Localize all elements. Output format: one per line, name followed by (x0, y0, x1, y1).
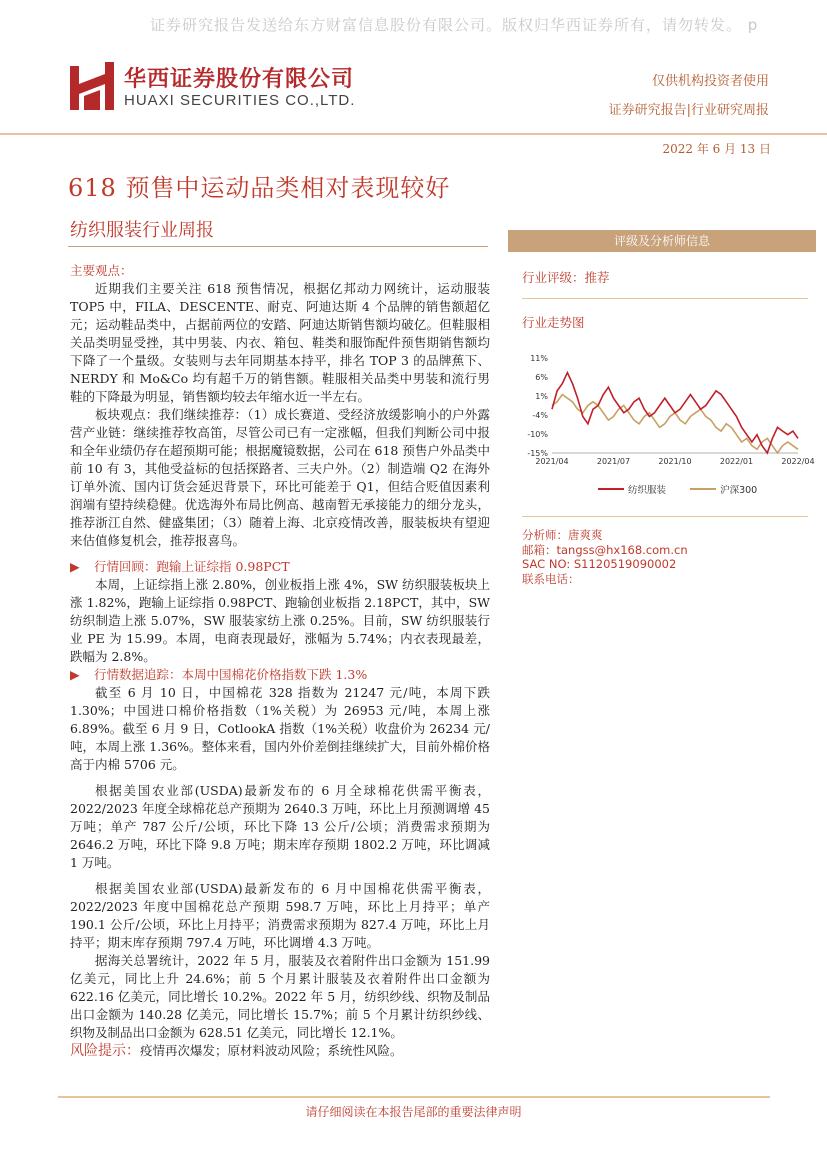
rating-label: 行业评级： (522, 270, 585, 285)
x-tick-label: 2021/07 (596, 457, 631, 466)
main-content (70, 262, 490, 1060)
header-divider (0, 133, 827, 135)
x-tick-label: 2021/10 (658, 457, 692, 466)
y-tick-label: 1% (535, 392, 548, 401)
analyst-info (522, 528, 688, 586)
phone-label: 联系电话： (522, 571, 580, 586)
paragraph-customs-export: 据海关总署统计，2022 年 5 月，服装及衣着附件出口金额为 151.99 亿美元，同比上升 24.6%；前 5 个月累计服装及衣着附件出口金额为 622.16 亿美元，同比增长 10.2%。2022 年 5 月，纺织纱线、织物及制品出口金额为 140.28 亿美元，同比增长 15.7%；前 5 个月累计纺织纱线、织物及制品出口金额为 628.51 亿美元，同比增长 12.1%。 (70, 953, 490, 1040)
x-tick-label: 2022/04 (781, 457, 815, 466)
paragraph-usda-china: 根据美国农业部(USDA)最新发布的 6 月中国棉花供需平衡表，2022/2023 年度中国棉花总产预期 598.7 万吨，环比上月持平；单产 190.1 公斤/公顷，环比上月持平；消费需求预期为 827.4 万吨，环比上月持平；期末库存预期 797.4 万吨，环比调增 4.3 万吨。 (70, 881, 490, 950)
subtitle-divider (68, 246, 488, 247)
risk-label: 风险提示： (70, 1043, 140, 1059)
y-tick-label: -4% (532, 411, 548, 420)
bullet-arrow-icon: ▶ (70, 667, 80, 682)
y-tick-label: 6% (535, 373, 548, 382)
analyst-name: 唐爽爽 (568, 528, 603, 542)
phone-row (522, 572, 688, 587)
company-name-en: HUAXI SECURITIES CO.,LTD. (124, 92, 356, 109)
analyst-label: 分析师： (522, 528, 568, 542)
sac-label: SAC NO: (522, 557, 574, 571)
trend-chart (508, 348, 816, 498)
report-title: 618 预售中运动品类相对表现较好 (68, 174, 451, 202)
rating-divider (522, 298, 808, 299)
y-tick-label: 11% (530, 354, 548, 363)
paragraph-618-presale: 近期我们主要关注 618 预售情况，根据亿邦动力网统计，运动服装 TOP5 中，FILA、DESCENTE、耐克、阿迪达斯 4 个品牌的销售额超亿元；运动鞋品类中，占据前两位的安踏、阿迪达斯销售额均破亿。但鞋服相关品类明显受挫，其中男装、内衣、箱包、鞋类和服饰配件预售期销售额均下降了一个量级。女装则与去年同期基本持平，排名 TOP 3 的品牌蕉下、NERDY 和 Mo&Co 均有超千万的销售额。鞋服相关品类中男装和流行男鞋的下降最为明显，销售额均较去年缩水近一半左右。 (70, 281, 490, 404)
bullet-market-review (70, 558, 490, 576)
rating-value: 推荐 (584, 270, 610, 285)
legend-swatch (690, 488, 716, 490)
rating-sidebar (508, 230, 816, 586)
y-tick-label: -15% (527, 449, 548, 458)
email-label: 邮箱： (522, 542, 557, 557)
risk-text: 疫情再次爆发；原材料波动风险；系统性风险。 (140, 1043, 403, 1058)
legend-series-1: 纺织服装 (628, 485, 667, 496)
risk-warning (70, 1042, 490, 1060)
watermark: 证券研究报告发送给东方财富信息股份有限公司。版权归华西证券所有，请勿转发。 p (150, 16, 759, 34)
footer-divider (58, 1096, 770, 1098)
analyst-email[interactable]: tangss@hx168.com.cn (556, 542, 688, 557)
report-subtitle: 纺织服装行业周报 (70, 220, 214, 241)
report-date: 2022 年 6 月 13 日 (662, 142, 771, 156)
trend-chart-label: 行业走势图 (522, 315, 585, 330)
chart-legend (598, 482, 757, 496)
bullet-data-tracking (70, 666, 490, 684)
paragraph-cotton-price: 截至 6 月 10 日，中国棉花 328 指数为 21247 元/吨，本周下跌 1.30%；中国进口棉价格指数（1%关税）为 26953 元/吨，本周上涨 6.89%。截至 6 月 9 日，CotlookA 指数（1%关税）收盘价为 26234 元/吨，本周上涨 1.36%。整体来看，国内外价差倒挂继续扩大，目前外棉价格高于内棉 5706 元。 (70, 685, 490, 772)
email-row (522, 543, 688, 558)
trend-chart-svg (508, 348, 816, 478)
legend-series-2: 沪深300 (720, 485, 758, 496)
analyst-row (522, 528, 688, 543)
industry-rating (522, 268, 816, 286)
report-type: 证券研究报告|行业研究周报 (608, 103, 769, 118)
y-tick-label: -10% (527, 430, 548, 439)
key-points-label: 主要观点： (70, 263, 133, 278)
paragraph-usda-global: 根据美国农业部(USDA)最新发布的 6 月全球棉花供需平衡表，2022/2023 年度全球棉花总产预期为 2640.3 万吨，环比上月预测调增 45 万吨；单产 787 公斤/公顷，环比下降 13 公斤/公顷；消费需求预期为 2646.2 万吨，环比下降 9.8 万吨；期末库存预期 1802.2 万吨，环比调减 1 万吨。 (70, 783, 490, 870)
x-tick-label: 2022/01 (719, 457, 754, 466)
company-logo (70, 62, 114, 110)
paragraph-sector-view: 板块观点：我们继续推荐：（1）成长赛道、受经济放缓影响小的户外露营产业链：继续推荐牧高笛，尽管公司已有一定涨幅，但我们判断公司中报和全年业绩仍存在超预期可能；根据魔镜数据，公司在 618 预售户外品类中前 10 有 3，其他受益标的包括探路者、三夫户外。（2）制造端 Q2 在海外订单外流、国内订货会延迟背景下，环比可能差于 Q1，但结合贬值因素利润端有望持续稳健。优选海外布局比例高、越南暂无承接能力的细分龙头，推荐浙江自然、健盛集团；（3）随着上海、北京疫情改善，服装板块有望迎来估值修复机会，推荐报喜鸟。 (70, 407, 490, 548)
bullet-market-review-title: 行情回顾：跑输上证综指 0.98PCT (94, 559, 290, 574)
sidebar-header: 评级及分析师信息 (508, 230, 816, 252)
series-line-纺织服装 (552, 373, 798, 453)
company-name-cn: 华西证券股份有限公司 (124, 67, 355, 92)
bullet-data-tracking-title: 行情数据追踪：本周中国棉花价格指数下跌 1.3% (94, 667, 368, 682)
legend-swatch (598, 488, 624, 490)
audience-note: 仅供机构投资者使用 (651, 74, 769, 89)
sac-number: S1120519090002 (573, 557, 677, 571)
paragraph-market-review: 本周，上证综指上涨 2.80%，创业板指上涨 4%，SW 纺织服装板块上涨 1.82%，跑输上证综指 0.98PCT、跑输创业板指 2.18PCT，其中，SW 纺织制造上涨 5.07%，SW 服装家纺上涨 0.25%。目前，SW 纺织服装行业 PE 为 15.99。本周，电商表现最好，涨幅为 5.74%；内衣表现最差，跌幅为 2.8%。 (70, 577, 490, 664)
bullet-arrow-icon: ▶ (70, 559, 80, 574)
sac-row (522, 557, 688, 572)
analyst-divider (522, 516, 808, 517)
x-tick-label: 2021/04 (535, 457, 569, 466)
legal-notice: 请仔细阅读在本报告尾部的重要法律声明 (305, 1105, 522, 1119)
